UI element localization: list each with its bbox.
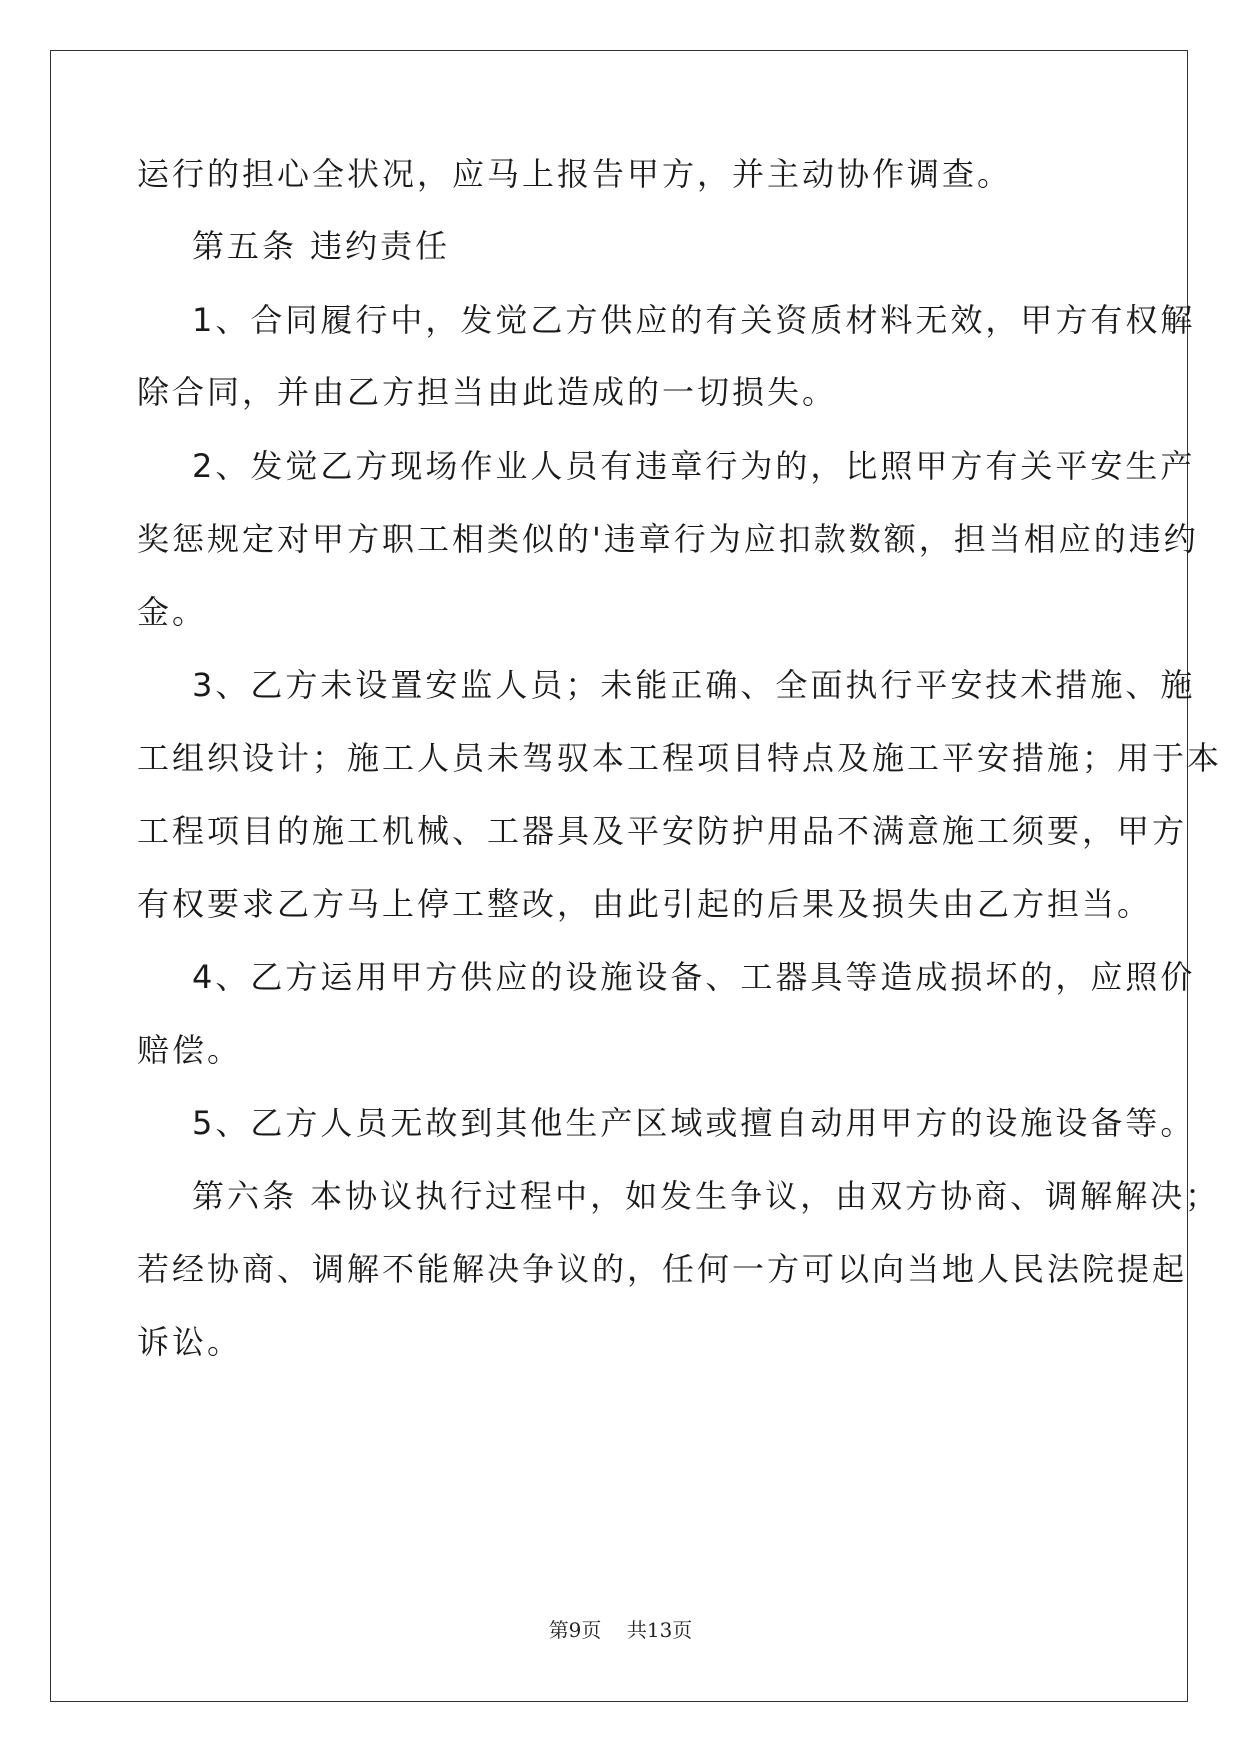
text-line: 3、乙方未设置安监人员；未能正确、全面执行平安技术措施、施 bbox=[192, 666, 1196, 704]
text-line: 诉讼。 bbox=[137, 1323, 243, 1361]
page-border bbox=[50, 50, 1188, 1702]
text-line: 4、乙方运用甲方供应的设施设备、工器具等造成损坏的，应照价 bbox=[192, 958, 1196, 996]
page-number: 第9页 共13页 bbox=[548, 1618, 693, 1642]
text-line: 赔偿。 bbox=[137, 1031, 243, 1069]
text-line: 若经协商、调解不能解决争议的，任何一方可以向当地人民法院提起 bbox=[137, 1250, 1188, 1288]
text-line: 奖惩规定对甲方职工相类似的'违章行为应扣款数额，担当相应的违约 bbox=[137, 520, 1199, 558]
section-heading: 第五条 违约责任 bbox=[192, 227, 451, 265]
text-line: 工程项目的施工机械、工器具及平安防护用品不满意施工须要，甲方 bbox=[137, 812, 1188, 850]
page-footer bbox=[0, 1614, 1241, 1643]
text-line: 金。 bbox=[137, 593, 208, 631]
text-line: 2、发觉乙方现场作业人员有违章行为的，比照甲方有关平安生产 bbox=[192, 447, 1196, 485]
text-line: 运行的担心全状况，应马上报告甲方，并主动协作调查。 bbox=[137, 155, 1013, 193]
text-line: 工组织设计；施工人员未驾驭本工程项目特点及施工平安措施；用于本 bbox=[137, 739, 1223, 777]
text-line: 有权要求乙方马上停工整改，由此引起的后果及损失由乙方担当。 bbox=[137, 885, 1153, 923]
section-heading: 第六条 本协议执行过程中，如发生争议，由双方协商、调解解决； bbox=[192, 1177, 1221, 1215]
text-line: 1、合同履行中，发觉乙方供应的有关资质材料无效，甲方有权解 bbox=[192, 301, 1196, 339]
text-line: 除合同，并由乙方担当由此造成的一切损失。 bbox=[137, 373, 838, 411]
text-line: 5、乙方人员无故到其他生产区域或擅自动用甲方的设施设备等。 bbox=[192, 1104, 1196, 1142]
